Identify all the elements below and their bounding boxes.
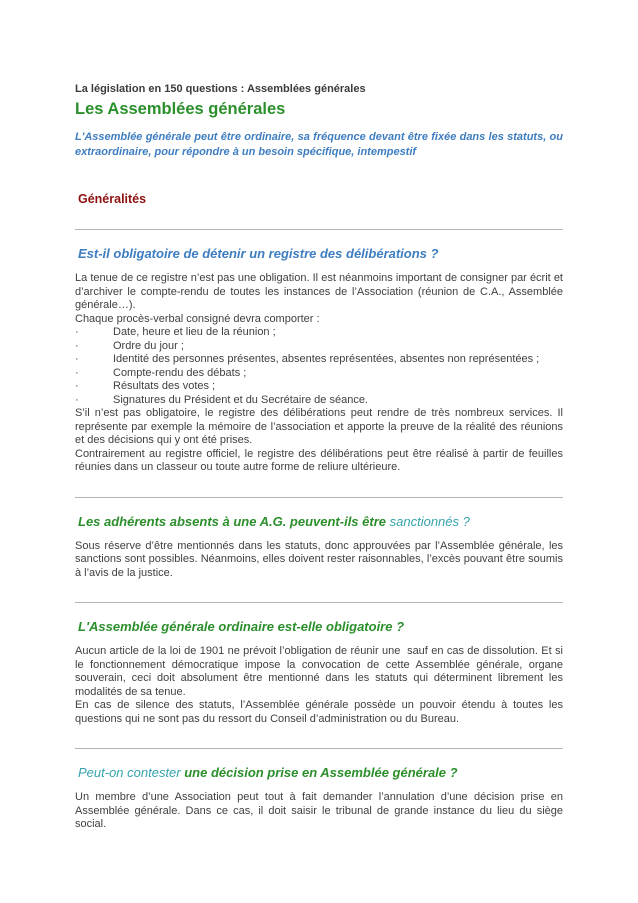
chapter-label: Généralités — [78, 192, 147, 206]
question-heading — [75, 245, 563, 262]
bullet-list — [75, 326, 563, 407]
question-heading-segment: une décision prise en Assemblée générale ? — [184, 765, 458, 780]
bullet-text: Ordre du jour ; — [113, 339, 184, 352]
bullet-item — [75, 380, 563, 394]
question-heading — [75, 764, 563, 781]
section-divider — [75, 497, 563, 498]
bullet-item — [75, 326, 563, 340]
answer-body — [75, 272, 563, 475]
section-divider — [75, 229, 563, 230]
answer-paragraph: En cas de silence des statuts, l’Assemblée générale possède un pouvoir étendu à toutes les questions qui ne sont pas du ressort du Conseil d’administration ou du Bureau. — [75, 699, 563, 725]
answer-body — [75, 791, 563, 832]
page-title: Les Assemblées générales — [75, 100, 286, 118]
bullet-text: Signatures du Président et du Secrétaire de séance. — [113, 393, 368, 406]
bullet-text: Identité des personnes présentes, absentes représentées, absentes non représentées ; — [113, 353, 540, 365]
answer-paragraph: Aucun article de la loi de 1901 ne prévoit l’obligation de réunir une sauf en cas de dissolution. Et si le fonctionnement démocratique impose la convocation de cette Assemblée générale, organe souverain, ceci doit absolument être mentionné dans les statuts qui déterminent librement les modalités de sa tenue. — [75, 645, 563, 698]
question-heading-segment: sanctionnés ? — [389, 513, 470, 529]
document-kicker: La législation en 150 questions : Assemblées générales — [75, 83, 366, 95]
answer-paragraph: Un membre d’une Association peut tout à fait demander l’annulation d’une décision prise en Assemblée générale. Dans ce cas, il doit saisir le tribunal de grande instance du lieu du siège social. — [75, 791, 563, 830]
question-heading — [75, 618, 563, 635]
bullet-marker: · — [75, 326, 79, 338]
section-divider — [75, 748, 563, 749]
bullet-text: Compte-rendu des débats ; — [113, 366, 247, 379]
section-divider — [75, 602, 563, 603]
answer-body — [75, 540, 563, 581]
bullet-marker: · — [75, 366, 79, 379]
question-heading — [75, 513, 563, 530]
bullet-item — [75, 353, 563, 367]
answer-body — [75, 645, 563, 726]
bullet-marker: · — [75, 393, 79, 406]
question-heading-segment: L'Assemblée générale ordinaire est-elle obligatoire ? — [78, 619, 405, 634]
answer-paragraph: Sous réserve d’être mentionnés dans les statuts, donc approuvées par l’Assemblée générale, les sanctions sont possibles. Néanmoins, elles doivent rester raisonnables, l’excès pouvant être soumis à l’avis de la justice. — [75, 539, 563, 579]
qa-sections — [75, 229, 563, 832]
question-heading-segment: Peut-on contester — [78, 765, 185, 780]
bullet-text: Date, heure et lieu de la réunion ; — [113, 326, 276, 338]
bullet-item — [75, 394, 563, 408]
answer-paragraph: S’il n’est pas obligatoire, le registre des délibérations peut rendre de très nombreux services. Il représente par exemple la mémoire de l’association et apporte la preuve de la réalité des réunions et des décisions qui y ont été prises. — [75, 407, 563, 446]
bullet-marker: · — [75, 353, 79, 365]
bullet-item — [75, 340, 563, 354]
question-heading-segment: Les adhérents absents à une A.G. peuvent-ils être — [78, 513, 390, 529]
answer-paragraph: Contrairement au registre officiel, le registre des délibérations peut être réalisé à partir de feuilles réunies dans un classeur ou toute autre forme de reliure ultérieure. — [75, 447, 563, 473]
intro-text: L'Assemblée générale peut être ordinaire, sa fréquence devant être fixée dans les statuts, ou extraordinaire, pour répondre à un besoin spécifique, intempestif — [75, 131, 563, 158]
answer-paragraph: Chaque procès-verbal consigné devra comporter : — [75, 312, 320, 325]
answer-paragraph: La tenue de ce registre n’est pas une obligation. Il est néanmoins important de consigner par écrit et d’archiver le compte-rendu de toutes les instances de l’Association (réunion de C.A., Assemblée générale…). — [75, 272, 563, 311]
bullet-marker: · — [75, 380, 79, 392]
question-heading-segment: Est-il obligatoire de détenir un registre des délibérations ? — [78, 246, 439, 261]
bullet-item — [75, 367, 563, 381]
bullet-marker: · — [75, 339, 79, 352]
bullet-text: Résultats des votes ; — [113, 380, 216, 392]
